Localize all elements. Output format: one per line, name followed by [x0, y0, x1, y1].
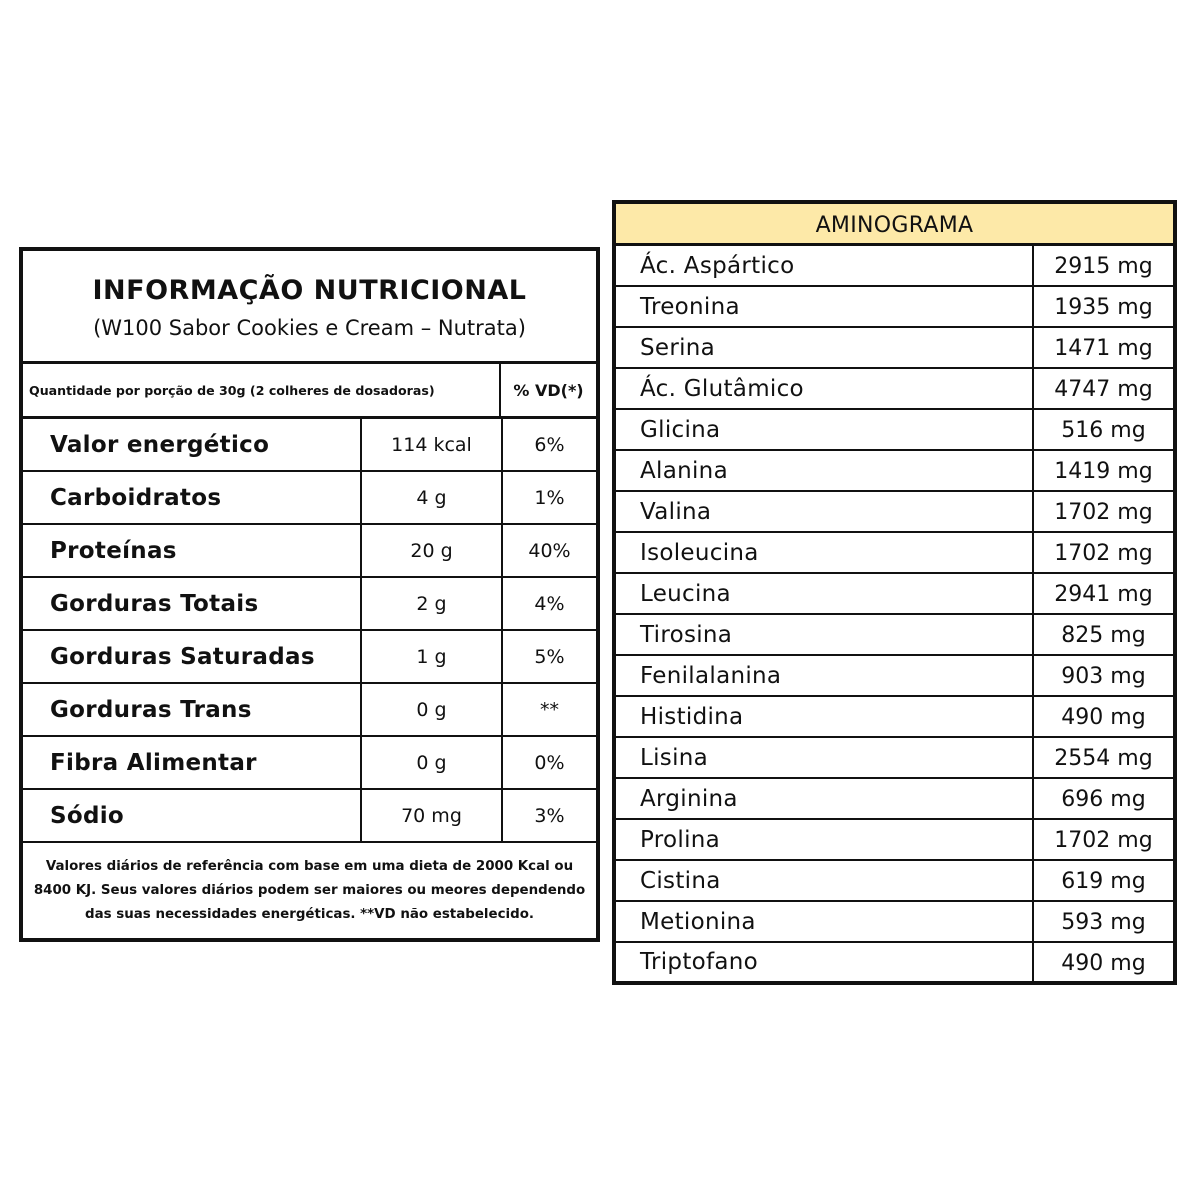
amino-name: Serina [616, 328, 1034, 367]
amino-quantity: 825 mg [1061, 623, 1146, 648]
amino-quantity: 1471 mg [1054, 336, 1153, 361]
nutrient-quantity: 114 kcal [362, 419, 503, 470]
amino-name: Prolina [616, 820, 1034, 859]
amino-row [616, 410, 1173, 451]
amino-quantity: 593 mg [1061, 910, 1146, 935]
nutrient-name: Proteínas [23, 525, 362, 576]
nutrient-row [23, 790, 596, 843]
amino-name: Isoleucina [616, 533, 1034, 572]
nutrition-title: INFORMAÇÃO NUTRICIONAL [92, 274, 527, 306]
nutrition-footnote: Valores diários de referência com base em uma dieta de 2000 Kcal ou 8400 KJ. Seus valores diários podem ser maiores ou meores dependendo das suas necessidades energéticas. **VD não estabelecido. [33, 858, 586, 922]
nutrient-quantity: 1 g [362, 631, 503, 682]
nutrient-quantity: 2 g [362, 578, 503, 629]
amino-row [616, 779, 1173, 820]
amino-quantity: 1702 mg [1054, 500, 1153, 525]
nutrient-quantity: 0 g [362, 737, 503, 788]
amino-name: Ác. Aspártico [616, 246, 1034, 285]
amino-row [616, 697, 1173, 738]
amino-quantity: 1702 mg [1054, 541, 1153, 566]
vd-header: % VD(*) [513, 380, 584, 400]
amino-quantity: 1935 mg [1054, 295, 1153, 320]
amino-name: Leucina [616, 574, 1034, 613]
amino-row [616, 369, 1173, 410]
nutrient-quantity: 4 g [362, 472, 503, 523]
amino-row [616, 246, 1173, 287]
amino-quantity: 1419 mg [1054, 459, 1153, 484]
nutrient-row [23, 525, 596, 578]
nutrient-name: Gorduras Saturadas [23, 631, 362, 682]
amino-quantity: 490 mg [1061, 950, 1146, 976]
nutrient-row [23, 578, 596, 631]
amino-quantity: 516 mg [1061, 418, 1146, 443]
amino-name: Treonina [616, 287, 1034, 326]
nutrient-name: Carboidratos [23, 472, 362, 523]
amino-row [616, 861, 1173, 902]
amino-name: Alanina [616, 451, 1034, 490]
amino-row [616, 451, 1173, 492]
amino-quantity: 696 mg [1061, 787, 1146, 812]
nutrient-row [23, 472, 596, 525]
aminogram-title: AMINOGRAMA [616, 204, 1173, 246]
nutrient-vd: 3% [534, 804, 565, 827]
amino-quantity: 619 mg [1061, 869, 1146, 894]
amino-name: Glicina [616, 410, 1034, 449]
amino-name: Arginina [616, 779, 1034, 818]
amino-name: Fenilalanina [616, 656, 1034, 695]
amino-name: Tirosina [616, 615, 1034, 654]
amino-row [616, 492, 1173, 533]
nutrient-name: Gorduras Trans [23, 684, 362, 735]
amino-row [616, 615, 1173, 656]
nutrition-facts-table [19, 247, 600, 942]
nutrient-quantity: 70 mg [362, 790, 503, 841]
amino-quantity: 490 mg [1061, 705, 1146, 730]
amino-quantity: 4747 mg [1054, 377, 1153, 402]
amino-quantity: 2554 mg [1054, 746, 1153, 771]
amino-row [616, 574, 1173, 615]
nutrient-name: Fibra Alimentar [23, 737, 362, 788]
nutrient-name: Gorduras Totais [23, 578, 362, 629]
nutrition-subtitle: (W100 Sabor Cookies e Cream – Nutrata) [93, 315, 526, 340]
amino-name: Valina [616, 492, 1034, 531]
nutrient-name: Sódio [23, 790, 362, 841]
amino-name: Lisina [616, 738, 1034, 777]
nutrition-header [23, 251, 596, 364]
amino-name: Ác. Glutâmico [616, 369, 1034, 408]
amino-row [616, 738, 1173, 779]
nutrient-row [23, 684, 596, 737]
amino-row [616, 328, 1173, 369]
nutrient-name: Valor energético [23, 419, 362, 470]
amino-row [616, 287, 1173, 328]
amino-row [616, 902, 1173, 943]
nutrient-vd: 5% [534, 645, 565, 668]
nutrient-vd: 0% [534, 751, 565, 774]
portion-label: Quantidade por porção de 30g (2 colheres de dosadoras) [23, 364, 501, 416]
nutrient-quantity: 0 g [362, 684, 503, 735]
amino-name: Cistina [616, 861, 1034, 900]
aminogram-table [612, 200, 1177, 985]
nutrient-vd: 40% [528, 539, 571, 562]
amino-row [616, 943, 1173, 981]
nutrient-quantity: 20 g [362, 525, 503, 576]
nutrient-vd: 1% [534, 486, 565, 509]
nutrient-vd: 6% [534, 433, 565, 456]
amino-name: Triptofano [616, 943, 1034, 981]
amino-quantity: 903 mg [1061, 664, 1146, 689]
nutrient-row [23, 419, 596, 472]
amino-name: Metionina [616, 902, 1034, 941]
amino-quantity: 2915 mg [1054, 254, 1153, 279]
portion-header-row [23, 364, 596, 419]
nutrient-row [23, 631, 596, 684]
nutrient-row [23, 737, 596, 790]
amino-row [616, 533, 1173, 574]
amino-quantity: 1702 mg [1054, 828, 1153, 853]
amino-row [616, 820, 1173, 861]
nutrient-vd: ** [540, 698, 559, 721]
amino-name: Histidina [616, 697, 1034, 736]
amino-row [616, 656, 1173, 697]
nutrient-vd: 4% [534, 592, 565, 615]
amino-quantity: 2941 mg [1054, 582, 1153, 607]
